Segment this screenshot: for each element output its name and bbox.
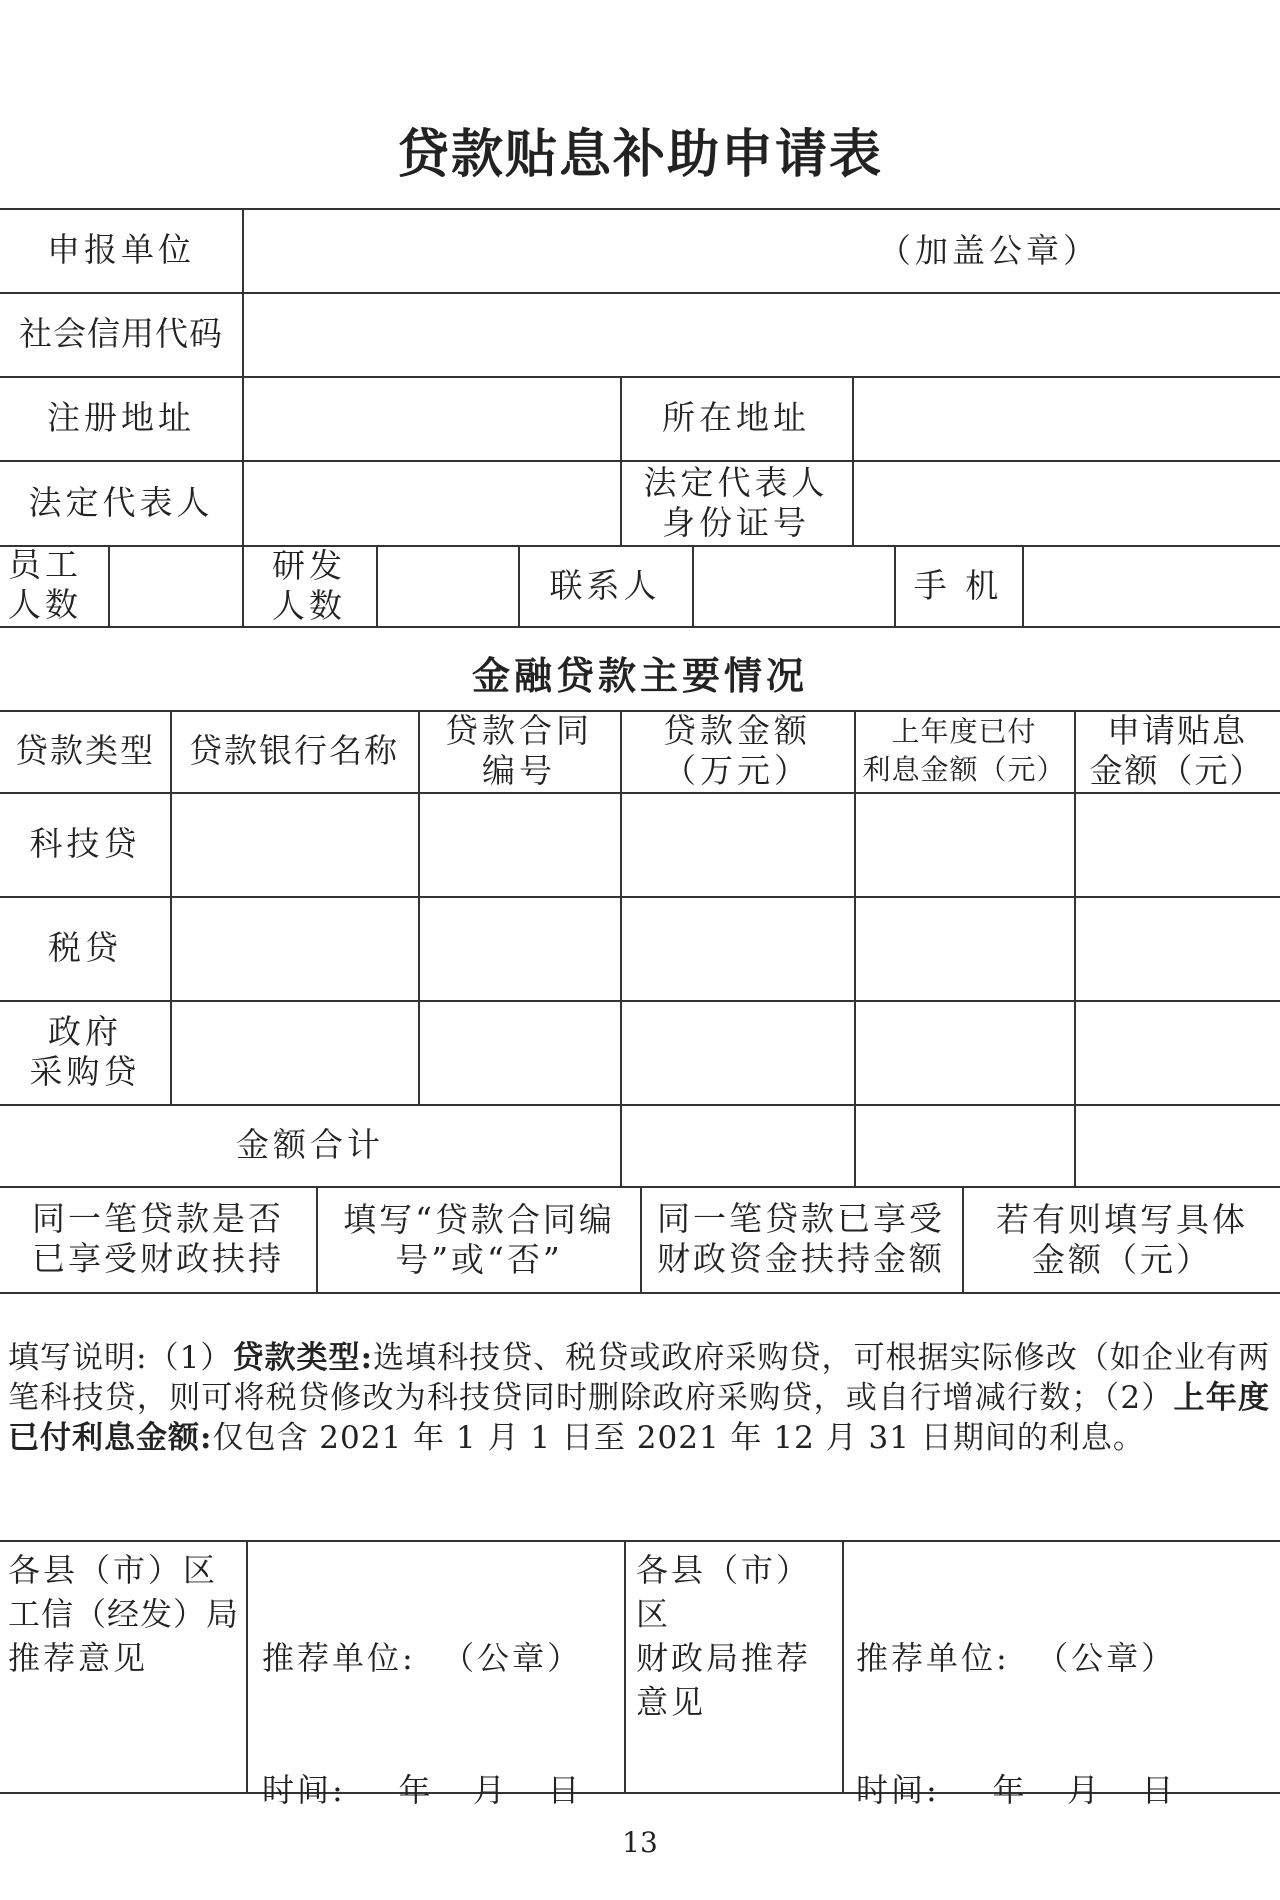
right-label-1: 各县（市）区 [636, 1551, 812, 1633]
total-amount-field[interactable] [622, 1106, 854, 1186]
tax-contract-field[interactable] [420, 898, 620, 1000]
gov-interest-field[interactable] [856, 1002, 1074, 1104]
row-tax-loan-label: 税贷 [48, 928, 122, 967]
support-q-1: 同一笔贷款是否 [32, 1199, 284, 1238]
header-contract-2: 编号 [482, 751, 556, 790]
tech-contract-field[interactable] [420, 794, 620, 896]
tech-bank-field[interactable] [172, 794, 418, 896]
support-amt-1: 同一笔贷款已享受 [657, 1199, 945, 1238]
row-tech-loan-label: 科技贷 [29, 824, 141, 863]
tech-subsidy-field[interactable] [1076, 794, 1280, 896]
unit-label: 申报单位 [47, 230, 195, 269]
line [0, 626, 1280, 628]
gov-amount-field[interactable] [622, 1002, 854, 1104]
total-interest-field[interactable] [856, 1106, 1074, 1186]
line [246, 1540, 248, 1792]
legal-rep-id-field[interactable] [854, 462, 1280, 545]
header-subsidy-2: 金额（元） [1089, 751, 1265, 790]
total-subsidy-field[interactable] [1076, 1106, 1280, 1186]
seal-note: （加盖公章） [878, 231, 1100, 270]
gov-bank-field[interactable] [172, 1002, 418, 1104]
gov-contract-field[interactable] [420, 1002, 620, 1104]
line [842, 1540, 844, 1792]
right-recommend-label [636, 1548, 842, 1724]
tax-amount-field[interactable] [622, 898, 854, 1000]
rd-label-1: 研发 [272, 545, 346, 585]
header-subsidy-amount [1074, 710, 1280, 792]
gov-subsidy-field[interactable] [1076, 1002, 1280, 1104]
line [0, 1292, 1280, 1294]
row-gov-loan-label [0, 1000, 170, 1104]
location-field[interactable] [854, 378, 1280, 460]
row-gov-1: 政府 [48, 1012, 122, 1051]
support-question-label [0, 1186, 316, 1292]
header-subsidy-1: 申请贴息 [1107, 711, 1247, 750]
header-loan-amount [620, 710, 854, 792]
right-label-3: 意见 [636, 1683, 707, 1721]
legal-rep-label: 法定代表人 [28, 482, 214, 522]
reg-address-label: 注册地址 [47, 398, 195, 437]
rd-field[interactable] [378, 547, 518, 626]
notes-text-2: 仅包含 2021 年 1 月 1 日至 2021 年 12 月 31 日期间的利息。 [212, 1420, 1145, 1456]
page-number: 13 [622, 1826, 658, 1859]
right-label-2: 财政局推荐 [636, 1639, 812, 1677]
support-amt-2: 财政资金扶持金额 [657, 1239, 945, 1278]
support-spec-1: 若有则填写具体 [996, 1200, 1248, 1239]
header-interest-paid [854, 710, 1074, 792]
tax-interest-field[interactable] [856, 898, 1074, 1000]
support-q-2: 已享受财政扶持 [32, 1239, 284, 1278]
fill-instructions [8, 1338, 1270, 1458]
form-title: 贷款贴息补助申请表 [396, 124, 883, 185]
tax-bank-field[interactable] [172, 898, 418, 1000]
left-time: 时间: 年 月 日 [262, 1771, 583, 1809]
support-fill-2: 号”或“否” [395, 1240, 563, 1279]
employees-field[interactable] [110, 547, 242, 626]
line [0, 1540, 1280, 1542]
legal-rep-id-label [620, 460, 852, 545]
left-unit: 推荐单位: （公章） [262, 1639, 583, 1677]
header-amount-1: 贷款金额 [663, 711, 811, 750]
tech-interest-field[interactable] [856, 794, 1074, 896]
support-contract-field[interactable] [318, 1188, 640, 1292]
contact-label: 联系人 [549, 565, 661, 605]
left-recommend-label [8, 1548, 244, 1680]
header-interest-2: 利息金额（元） [862, 753, 1066, 786]
employees-label [8, 545, 108, 626]
legal-rep-id-label-2: 身份证号 [662, 502, 810, 542]
header-contract-1: 贷款合同 [445, 711, 593, 750]
support-spec-2: 金额（元） [1032, 1240, 1212, 1279]
right-time: 时间: 年 月 日 [856, 1771, 1177, 1809]
employees-label-2: 人数 [8, 585, 82, 624]
row-gov-2: 采购贷 [29, 1052, 141, 1091]
line [624, 1540, 626, 1792]
reg-address-field[interactable] [244, 378, 620, 460]
header-loan-type: 贷款类型 [15, 731, 155, 770]
credit-code-field[interactable] [244, 294, 1280, 376]
header-interest-1: 上年度已付 [891, 715, 1037, 748]
support-amount-label [640, 1186, 962, 1292]
left-label-3: 推荐意见 [8, 1639, 149, 1677]
location-label: 所在地址 [662, 398, 810, 437]
total-label: 金额合计 [236, 1125, 384, 1164]
left-label-1: 各县（市）区 [8, 1551, 219, 1589]
notes-prefix: 填写说明:（1） [8, 1340, 233, 1376]
phone-field[interactable] [1024, 547, 1280, 626]
credit-code-label: 社会信用代码 [19, 314, 223, 353]
header-amount-2: （万元） [663, 751, 811, 790]
legal-rep-field[interactable] [244, 462, 620, 545]
rd-label-2: 人数 [272, 585, 346, 625]
notes-bold-1: 贷款类型: [232, 1340, 374, 1376]
tech-amount-field[interactable] [622, 794, 854, 896]
rd-label [242, 545, 376, 626]
unit-field[interactable] [244, 210, 1280, 292]
left-label-2: 工信（经发）局 [8, 1595, 240, 1633]
right-unit: 推荐单位: （公章） [856, 1639, 1177, 1677]
tax-subsidy-field[interactable] [1076, 898, 1280, 1000]
support-amount-field[interactable] [964, 1188, 1280, 1292]
legal-rep-id-label-1: 法定代表人 [643, 462, 829, 502]
contact-field[interactable] [694, 547, 894, 626]
header-bank-name: 贷款银行名称 [189, 731, 399, 770]
phone-label: 手 机 [913, 565, 1003, 605]
employees-label-1: 员工 [8, 545, 82, 584]
support-fill-1: 填写“贷款合同编 [343, 1200, 615, 1239]
header-contract-no [418, 710, 620, 792]
notes-text-1: 选填科技贷、税贷或政府采购贷，可根据实际修改（如企业有两笔科技贷，则可将税贷修改为科技贷同时删除政府采购贷，或自行增减行数；（2） [8, 1340, 1271, 1416]
notes-bold-2: 上年度已付利息金额: [8, 1380, 1270, 1456]
loan-section-title: 金融贷款主要情况 [471, 653, 808, 698]
